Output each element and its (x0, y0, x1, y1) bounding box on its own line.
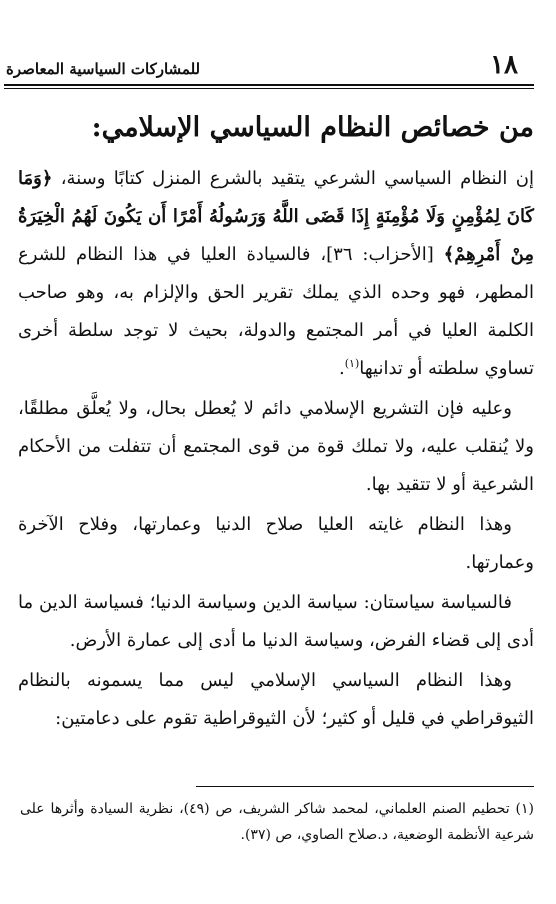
quran-verse: ﴿وَمَا كَانَ لِمُؤْمِنٍ وَلَا مُؤْمِنَةٍ إِذَا قَضَى اللَّهُ وَرَسُولُهُ أَمْرًا أَن يَكُونَ لَهُمُ الْخِيَرَةُ مِنْ أَمْرِهِمْ﴾ (18, 168, 534, 265)
footnote-marker[interactable]: (١) (344, 357, 360, 370)
paragraph-1 (18, 160, 534, 388)
page-number: ١٨ (490, 50, 518, 80)
body-text (18, 160, 534, 740)
paragraph-1-intro: إن النظام السياسي الشرعي يتقيد بالشرع المنزل كتابًا وسنة، (60, 168, 534, 189)
paragraph-5: وهذا النظام السياسي الإسلامي ليس مما يسمونه بالنظام الثيوقراطي في قليل أو كثير؛ لأن الثيوقراطية تقوم على دعامتين: (18, 670, 534, 729)
section-heading: من خصائص النظام السياسي الإسلامي: (91, 112, 534, 143)
paragraph-1-end: . (338, 358, 345, 379)
footnote-text: (١) تحطيم الصنم العلماني، لمحمد شاكر الشريف، ص (٤٩)، نظرية السيادة وأثرها على شرعية الأنظمة الوضعية، د.صلاح الصاوي، ص (٣٧). (20, 801, 534, 843)
paragraph-3: وهذا النظام غايته العليا صلاح الدنيا وعمارتها، وفلاح الآخرة وعمارتها. (18, 514, 534, 573)
running-title: للمشاركات السياسية المعاصرة (6, 60, 201, 78)
header-rule (4, 84, 534, 86)
footnote-rule (196, 786, 534, 787)
header-rule-thin (4, 88, 534, 89)
paragraph-1-text: [الأحزاب: ٣٦]، فالسيادة العليا في هذا النظام للشرع المطهر، فهو وحده الذي يملك تقرير الحق والإلزام به، وهو صاحب الكلمة العليا في أمر المجتمع والدولة، بحيث لا توجد سلطة أخرى تساوي سلطته أو تدانيها (18, 244, 534, 379)
paragraph-4: فالسياسة سياستان: سياسة الدين وسياسة الدنيا؛ فسياسة الدين ما أدى إلى قضاء الفرض، وسياسة الدنيا ما أدى إلى عمارة الأرض. (18, 592, 534, 651)
paragraph-2: وعليه فإن التشريع الإسلامي دائم لا يُعطل بحال، ولا يُعلَّق مطلقًا، ولا يُنقلب عليه، ولا تملك قوة من قوى المجتمع أن تتفلت من الأحكام الشرعية أو لا تتقيد بها. (18, 398, 534, 495)
